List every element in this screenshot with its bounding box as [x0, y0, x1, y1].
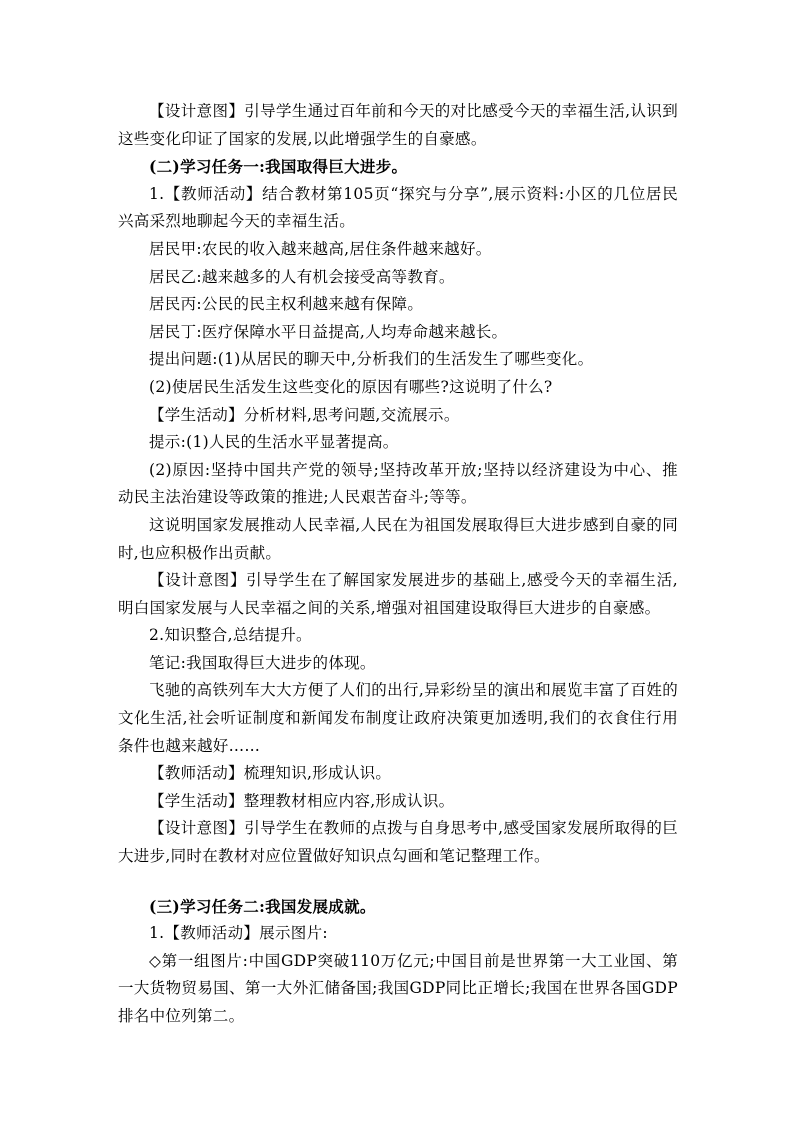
resident-c-paragraph: 居民丙:公民的民主权利越来越有保障。 [149, 295, 424, 314]
resident-d-paragraph: 居民丁:医疗保障水平日益提高,人均寿命越来越长。 [149, 322, 508, 341]
teacher-activity-paragraph: 1.【教师活动】结合教材第105页“探究与分享”,展示资料:小区的几位居民兴高采烈地聊起今天的幸福生活。 [118, 184, 678, 231]
question-two-paragraph: (2)使居民生活发生这些变化的原因有哪些?这说明了什么? [149, 377, 553, 396]
design-intent-paragraph: 【设计意图】引导学生通过百年前和今天的对比感受今天的幸福生活,认识到这些变化印证了国家的发展,以此增强学生的自豪感。 [118, 102, 678, 148]
resident-a-paragraph: 居民甲:农民的收入越来越高,居住条件越来越好。 [149, 239, 492, 258]
section-heading-task-one: (二)学习任务一:我国取得巨大进步。 [149, 157, 408, 177]
question-one-paragraph: 提出问题:(1)从居民的聊天中,分析我们的生活发生了哪些变化。 [149, 350, 594, 369]
hint-one-paragraph: 提示:(1)人民的生活水平显著提高。 [149, 433, 399, 452]
design-intent-paragraph: 【设计意图】引导学生在教师的点拨与自身思考中,感受国家发展所取得的巨大进步,同时在教材对应位置做好知识点勾画和笔记整理工作。 [118, 819, 678, 866]
explanation-paragraph: 这说明国家发展推动人民幸福,人民在为祖国发展取得巨大进步感到自豪的同时,也应积极作出贡献。 [118, 515, 678, 562]
progress-examples-paragraph: 飞驰的高铁列车大大方便了人们的出行,异彩纷呈的演出和展览丰富了百姓的文化生活,社会听证制度和新闻发布制度让政府决策更加透明,我们的衣食住行用条件也越来越好…… [118, 681, 678, 755]
design-intent-paragraph: 【设计意图】引导学生在了解国家发展进步的基础上,感受今天的幸福生活,明白国家发展与人民幸福之间的关系,增强对祖国建设取得巨大进步的自豪感。 [118, 571, 678, 617]
teacher-activity-paragraph: 【教师活动】梳理知识,形成认识。 [149, 764, 392, 783]
section-spacer [118, 871, 678, 893]
hint-two-paragraph: (2)原因:坚持中国共产党的领导;坚持改革开放;坚持以经济建设为中心、推动民主法治建设等政策的推进;人民艰苦奋斗;等等。 [118, 460, 678, 507]
picture-group-one-paragraph: ◇第一组图片:中国GDP突破110万亿元;中国目前是世界第一大工业国、第一大货物贸易国、第一大外汇储备国;我国GDP同比正增长;我国在世界各国GDP排名中位列第二。 [118, 951, 678, 1025]
student-activity-paragraph: 【学生活动】整理教材相应内容,形成认识。 [149, 791, 455, 810]
student-activity-paragraph: 【学生活动】分析材料,思考问题,交流展示。 [149, 405, 460, 424]
resident-b-paragraph: 居民乙:越来越多的人有机会接受高等教育。 [149, 267, 455, 286]
notes-paragraph: 笔记:我国取得巨大进步的体现。 [149, 653, 376, 672]
section-heading-task-two: (三)学习任务二:我国发展成就。 [149, 896, 376, 916]
teacher-activity-paragraph: 1.【教师活动】展示图片: [149, 924, 328, 943]
knowledge-summary-paragraph: 2.知识整合,总结提升。 [149, 626, 312, 645]
document-page [118, 98, 678, 1031]
